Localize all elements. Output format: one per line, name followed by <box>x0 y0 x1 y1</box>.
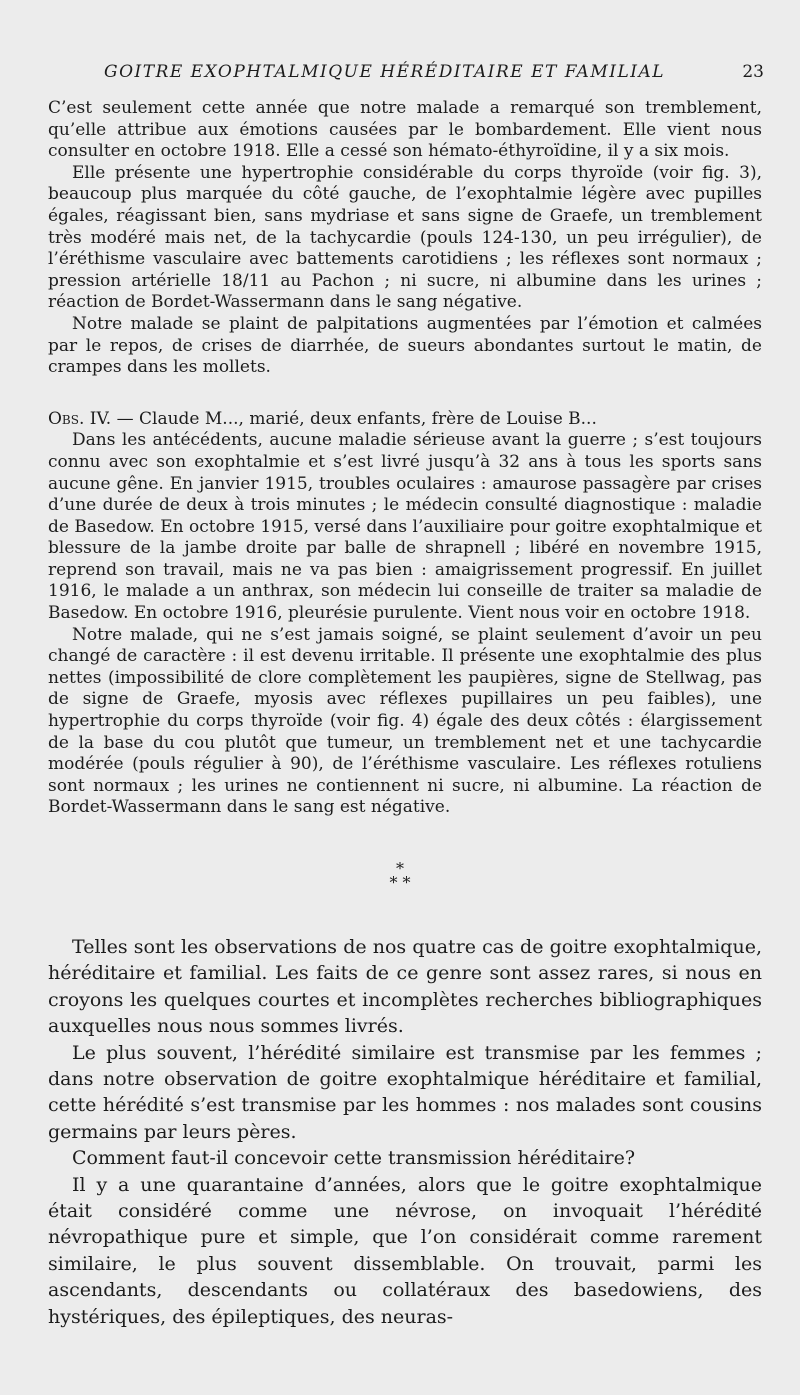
case4-heading-text: — Claude M..., marié, deux enfants, frère de Louise B... <box>111 408 597 429</box>
discussion-paragraph-1: Telles sont les observations de nos quatre cas de goitre exophtalmique, héréditaire et familial. Les faits de ce genre sont assez rares, si nous en croyons les quelques courtes et incomplètes recherches bibliographiques auxquelles nous nous sommes livrés. <box>48 936 762 1038</box>
case3-paragraph-2: Elle présente une hypertrophie considérable du corps thyroïde (voir fig. 3), beaucoup plus marquée du côté gauche, de l’exophtalmie légère avec pupilles égales, réagissant bien, sans mydriase et sans signe de Graefe, un tremblement très modéré mais net, de la tachycardie (pouls 124-130, un peu irrégulier), de l’éréthisme vasculaire avec battements carotidiens ; les réflexes sont normaux ; pression artérielle 18/11 au Pachon ; ni sucre, ni albumine dans les urines ; réaction de Bordet-Wassermann dans le sang négative. <box>48 162 762 313</box>
case4-heading <box>48 409 762 431</box>
discussion-paragraph-3: Comment faut-il concevoir cette transmission héréditaire? <box>72 1147 636 1170</box>
running-title: GOITRE EXOPHTALMIQUE HÉRÉDITAIRE ET FAMILIAL <box>104 62 666 82</box>
asterism-bottom: * * <box>389 873 411 892</box>
running-head <box>48 62 764 86</box>
case-observations <box>48 98 762 819</box>
discussion-paragraph-4: Il y a une quarantaine d’années, alors que le goitre exophtalmique était considéré comme une névrose, on invoquait l’hérédité névropathique pure et simple, que l’on considérait comme rarement similaire, le plus souvent dissemblable. On trouvait, parmi les ascendants, descendants ou collatéraux des basedowiens, des hystériques, des épileptiques, des neuras- <box>48 1173 762 1328</box>
case3-paragraph-3: Notre malade se plaint de palpitations augmentées par l’émotion et calmées par le repos, de crises de diarrhée, de sueurs abondantes surtout le matin, de crampes dans les mollets. <box>48 313 762 378</box>
discussion-section <box>48 934 762 1330</box>
case4-paragraph-1: Dans les antécédents, aucune maladie sérieuse avant la guerre ; s’est toujours connu avec son exophtalmie et s’est livré jusqu’à 32 ans à tous les sports sans aucune gêne. En janvier 1915, troubles oculaires : amaurose passagère par crises d’une durée de deux à trois minutes ; le médecin consulté diagnostique : maladie de Basedow. En octobre 1915, versé dans l’auxiliaire pour goitre exophtalmique et blessure de la jambe droite par balle de shrapnell ; libéré en novembre 1915, reprend son travail, mais ne va pas bien : amaigrissement progressif. En juillet 1916, le malade a un anthrax, son médecin lui conseille de traiter sa maladie de Basedow. En octobre 1916, pleurésie purulente. Vient nous voir en octobre 1918. <box>48 430 762 624</box>
page-number: 23 <box>742 62 764 82</box>
discussion-paragraph-2: Le plus souvent, l’hérédité similaire est transmise par les femmes ; dans notre observation de goitre exophtalmique héréditaire et familial, cette hérédité s’est transmise par les hommes : nos malades sont cousins germains par leurs pères. <box>48 1041 762 1143</box>
case4-paragraph-2: Notre malade, qui ne s’est jamais soigné, se plaint seulement d’avoir un peu changé de caractère : il est devenu irritable. Il présente une exophtalmie des plus nettes (impossibilité de clore complètement les paupières, signe de Stellwag, pas de signe de Graefe, myosis avec réflexes pupillaires un peu faibles), une hypertrophie du corps thyroïde (voir fig. 4) égale des deux côtés : élargissement de la base du cou plutôt que tumeur, un tremblement net et une tachycardie modérée (pouls régulier à 90), de l’éréthisme vasculaire. Les réflexes rotuliens sont normaux ; les urines ne contiennent ni sucre, ni albumine. La réaction de Bordet-Wassermann dans le sang est négative. <box>48 624 762 818</box>
case3-paragraph-1: C’est seulement cette année que notre malade a remarqué son tremblement, qu’elle attribue aux émotions causées par le bombardement. Elle vient nous consulter en octobre 1918. Elle a cessé son hémato-éthyroïdine, il y a six mois. <box>48 98 762 162</box>
asterism-top: * <box>396 859 404 878</box>
asterism-separator <box>376 859 424 892</box>
case4-label: Obs. IV. <box>48 408 112 429</box>
section-gap <box>48 379 762 409</box>
